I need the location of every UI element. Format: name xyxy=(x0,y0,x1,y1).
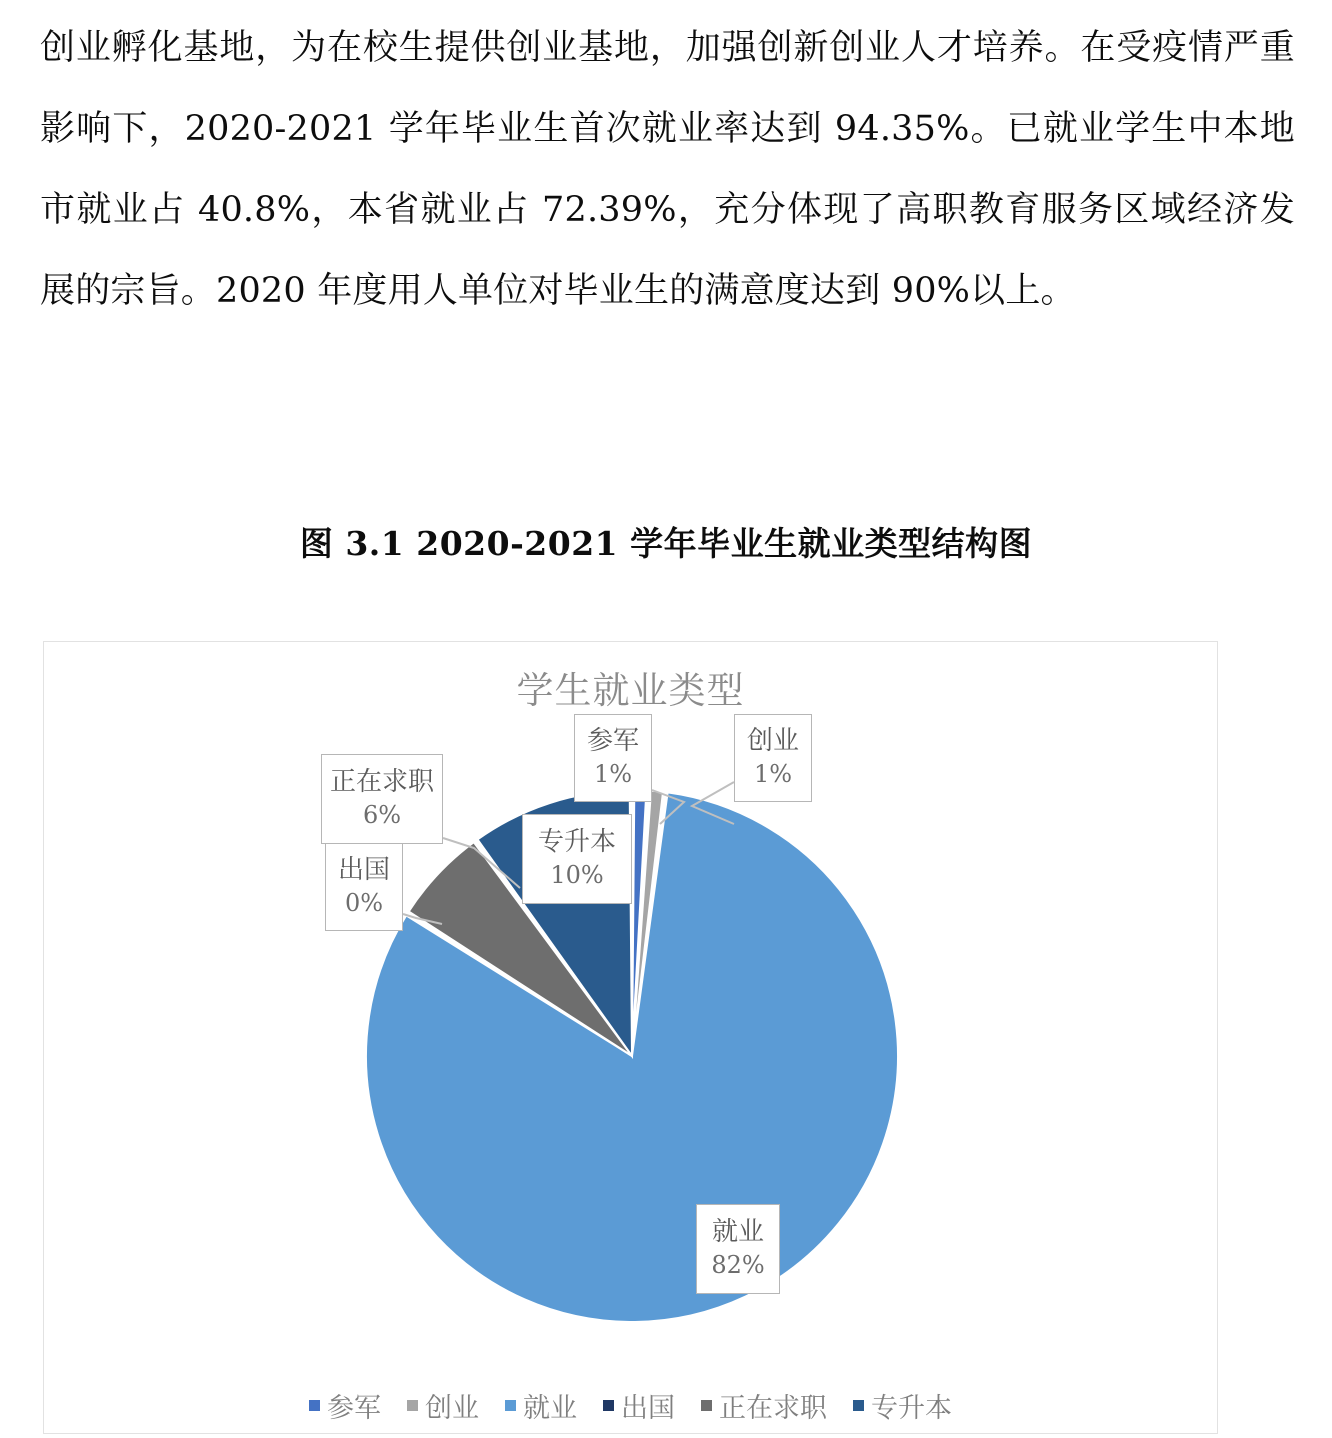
body-paragraph: 创业孵化基地，为在校生提供创业基地，加强创新创业人才培养。在受疫情严重影响下，2020-2021 学年毕业生首次就业率达到 94.35%。已就业学生中本地市就业占 40.8%，本省就业占 72.39%，充分体现了高职教育服务区域经济发展的宗旨。2020 年度用人单位对毕业生的满意度达到 90%以上。 xyxy=(40,28,1295,311)
data-label-jiuye-value: 82% xyxy=(711,1250,765,1279)
legend-swatch-icon xyxy=(701,1400,712,1411)
data-label-zhengzaiqiuzhi xyxy=(321,754,443,844)
data-label-chuguo-name: 出国 xyxy=(337,855,390,885)
data-label-chuguo-value: 0% xyxy=(344,888,384,917)
chart-title: 学生就业类型 xyxy=(516,669,745,712)
body-paragraph-block xyxy=(40,8,1295,332)
data-label-canjun xyxy=(574,714,652,802)
data-label-canjun-name: 参军 xyxy=(586,726,639,756)
data-label-zhuanshengben xyxy=(522,814,632,904)
legend-swatch-icon xyxy=(505,1400,516,1411)
legend-swatch-icon xyxy=(853,1400,864,1411)
legend-item[interactable] xyxy=(505,1386,577,1425)
chart-legend xyxy=(44,1386,1217,1425)
data-label-chuangye xyxy=(734,714,812,802)
legend-swatch-icon xyxy=(309,1400,320,1411)
legend-item[interactable] xyxy=(407,1386,479,1425)
data-label-zhuanshengben-value: 10% xyxy=(550,860,604,889)
data-label-chuangye-value: 1% xyxy=(753,759,793,788)
data-label-zhengzaiqiuzhi-name: 正在求职 xyxy=(329,767,434,797)
data-label-jiuye-name: 就业 xyxy=(711,1217,764,1247)
data-label-zhengzaiqiuzhi-value: 6% xyxy=(362,800,402,829)
legend-swatch-icon xyxy=(603,1400,614,1411)
legend-label: 正在求职 xyxy=(719,1393,827,1424)
legend-label: 专升本 xyxy=(871,1393,952,1424)
legend-label: 参军 xyxy=(327,1393,381,1424)
chart-panel xyxy=(43,641,1218,1434)
data-label-jiuye xyxy=(696,1204,780,1294)
legend-item[interactable] xyxy=(853,1386,952,1425)
legend-label: 出国 xyxy=(621,1393,675,1424)
data-label-chuangye-name: 创业 xyxy=(746,726,799,756)
data-label-chuguo xyxy=(325,843,403,931)
figure-caption: 图 3.1 2020-2021 学年毕业生就业类型结构图 xyxy=(299,524,1033,563)
data-label-zhuanshengben-name: 专升本 xyxy=(537,827,616,857)
legend-swatch-icon xyxy=(407,1400,418,1411)
legend-label: 就业 xyxy=(523,1393,577,1424)
legend-item[interactable] xyxy=(603,1386,675,1425)
legend-label: 创业 xyxy=(425,1393,479,1424)
data-label-canjun-value: 1% xyxy=(593,759,633,788)
legend-item[interactable] xyxy=(309,1386,381,1425)
legend-item[interactable] xyxy=(701,1386,827,1425)
